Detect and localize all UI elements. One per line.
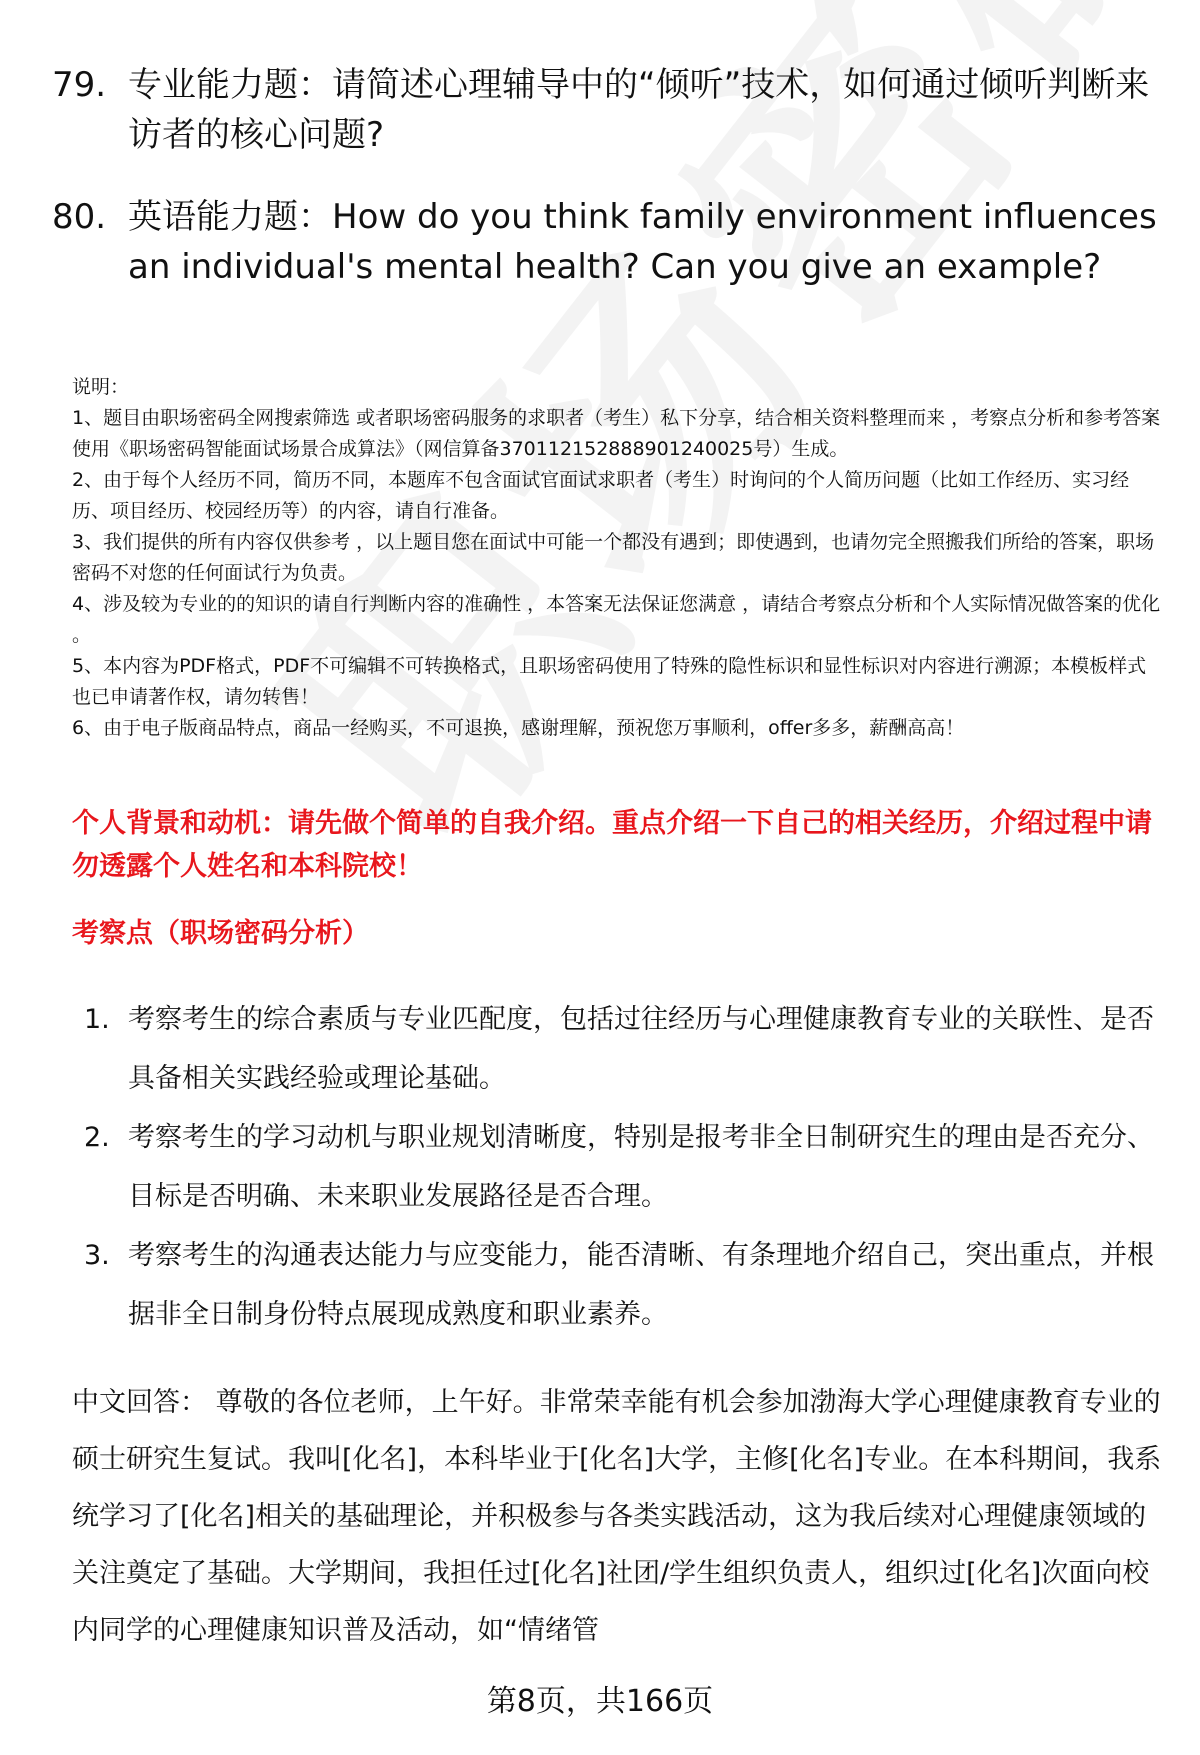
point-number: 1. <box>84 1004 110 1035</box>
notes-section <box>72 372 1162 744</box>
question-80 <box>52 192 1162 292</box>
notes-heading: 说明： <box>72 376 130 398</box>
note-item: 1、题目由职场密码全网搜索筛选 或者职场密码服务的求职者（考生）私下分享，结合相关资料整理而来 ，考察点分析和参考答案使用《职场密码智能面试场景合成算法》（网信算备370112152888901240025号）生成。 <box>72 407 1161 460</box>
note-item: 4、涉及较为专业的的知识的请自行判断内容的准确性 ，本答案无法保证您满意 ，请结合考察点分析和个人实际情况做答案的优化 。 <box>72 593 1161 646</box>
question-number: 79. <box>52 65 107 105</box>
answer-paragraph: 中文回答： 尊敬的各位老师，上午好。非常荣幸能有机会参加渤海大学心理健康教育专业的硕士研究生复试。我叫[化名]，本科毕业于[化名]大学，主修[化名]专业。在本科期间，我系统学习了[化名]相关的基础理论，并积极参与各类实践活动，这为我后续对心理健康领域的关注奠定了基础。大学期间，我担任过[化名]社团/学生组织负责人，组织过[化名]次面向校内同学的心理健康知识普及活动，如“情绪管 <box>72 1387 1162 1646</box>
note-item: 5、本内容为PDF格式，PDF不可编辑不可转换格式，且职场密码使用了特殊的隐性标识和显性标识对内容进行溯源；本模板样式也已申请著作权，请勿转售！ <box>72 655 1147 708</box>
analysis-point <box>84 1108 1164 1226</box>
question-text: 英语能力题：How do you think family environment influences an individual's mental health? Can you give an example? <box>128 197 1157 287</box>
page-footer: 第8页，共166页 <box>486 1684 714 1719</box>
analysis-title: 考察点（职场密码分析） <box>72 918 369 949</box>
point-text: 考察考生的沟通表达能力与应变能力，能否清晰、有条理地介绍自己，突出重点，并根据非全日制身份特点展现成熟度和职业素养。 <box>128 1240 1154 1330</box>
point-text: 考察考生的学习动机与职业规划清晰度，特别是报考非全日制研究生的理由是否充分、目标是否明确、未来职业发展路径是否合理。 <box>128 1122 1154 1212</box>
analysis-points <box>84 990 1164 1344</box>
note-item: 3、我们提供的所有内容仅供参考 ，以上题目您在面试中可能一个都没有遇到；即使遇到，也请勿完全照搬我们所给的答案，职场密码不对您的任何面试行为负责。 <box>72 531 1155 584</box>
point-text: 考察考生的综合素质与专业匹配度，包括过往经历与心理健康教育专业的关联性、是否具备相关实践经验或理论基础。 <box>128 1004 1154 1094</box>
note-item: 2、由于每个人经历不同，简历不同，本题库不包含面试官面试求职者（考生）时询问的个人简历问题（比如工作经历、实习经历、项目经历、校园经历等）的内容，请自行准备。 <box>72 469 1130 522</box>
section-question: 个人背景和动机：请先做个简单的自我介绍。重点介绍一下自己的相关经历，介绍过程中请勿透露个人姓名和本科院校！ <box>72 808 1152 882</box>
note-item: 6、由于电子版商品特点，商品一经购买，不可退换，感谢理解，预祝您万事顺利，offer多多，薪酬高高！ <box>72 717 965 739</box>
point-number: 2. <box>84 1122 110 1153</box>
question-text: 专业能力题：请简述心理辅导中的“倾听”技术，如何通过倾听判断来访者的核心问题? <box>128 65 1150 155</box>
question-number: 80. <box>52 197 107 237</box>
analysis-point <box>84 990 1164 1108</box>
point-number: 3. <box>84 1240 110 1271</box>
analysis-point <box>84 1226 1164 1344</box>
question-79 <box>52 60 1162 160</box>
